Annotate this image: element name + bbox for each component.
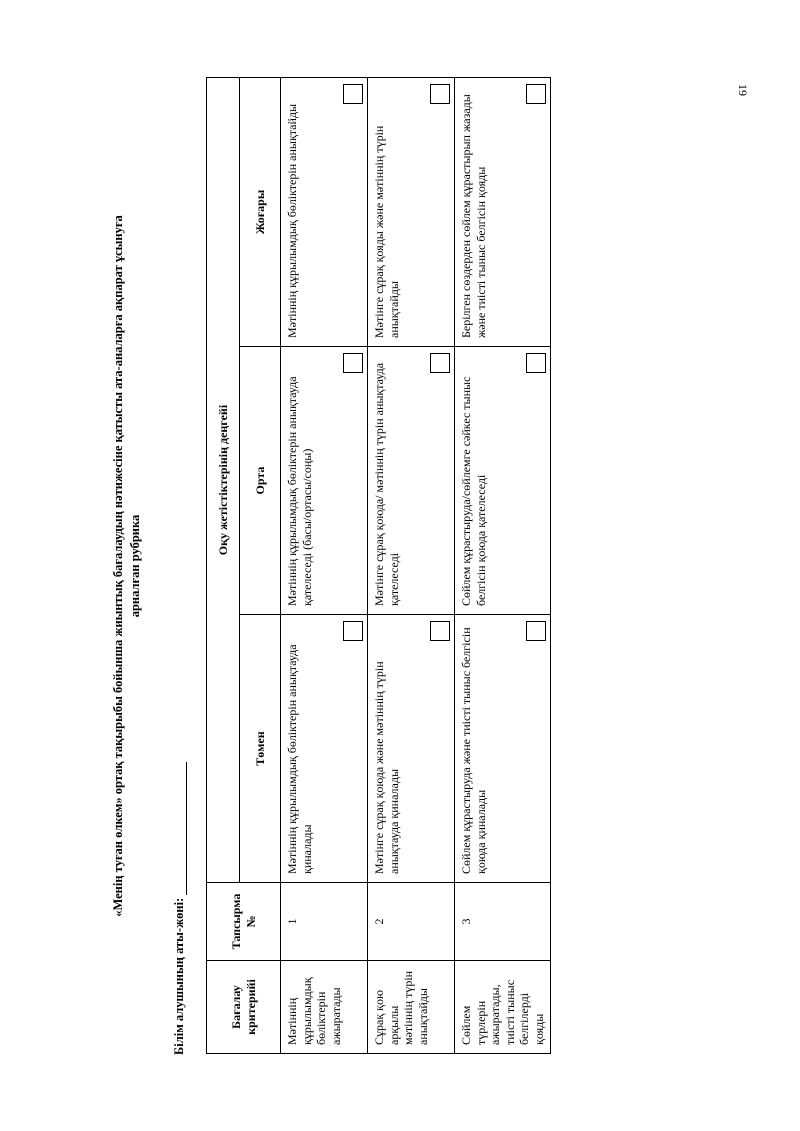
rubric-table — [206, 77, 551, 1054]
mid-level-cell: Сөйлем құрастыруда/сөйлемге сәйкес тыныс белгісін қоюда қателеседі — [455, 347, 551, 615]
criteria-cell: Мәтіннің құрылымдық бөліктерін ажыратады — [281, 961, 368, 1054]
criteria-cell: Сұрақ қою арқылы мәтіннің түрін анықтайды — [368, 961, 455, 1054]
header-levels: Оқу жетістіктерінің деңгейі — [207, 78, 240, 883]
low-level-checkbox[interactable] — [430, 621, 450, 641]
high-level-cell: Мәтіннің құрылымдық бөліктерін анықтайды — [281, 78, 368, 347]
high-level-checkbox[interactable] — [430, 84, 450, 104]
header-criteria: Бағалау критерийі — [207, 961, 281, 1054]
low-level-checkbox[interactable] — [343, 621, 363, 641]
criteria-cell: Сөйлем түрлерін ажыратады, тиісті тыныс белгілерді қояды — [455, 961, 551, 1054]
table-row — [455, 78, 551, 1054]
mid-level-checkbox[interactable] — [430, 353, 450, 373]
high-level-checkbox[interactable] — [526, 84, 546, 104]
student-name-label: Білім алушының аты-жөні: — [172, 897, 186, 1055]
page-number: 19 — [736, 84, 751, 96]
mid-level-cell: Мәтіннің құрылымдық бөліктерін анықтауда қателеседі (басы/ортасы/соңы) — [281, 347, 368, 615]
mid-level-checkbox[interactable] — [526, 353, 546, 373]
mid-level-checkbox[interactable] — [343, 353, 363, 373]
low-level-checkbox[interactable] — [526, 621, 546, 641]
header-high: Жоғары — [240, 78, 281, 347]
high-level-checkbox[interactable] — [343, 84, 363, 104]
mid-level-cell: Мәтінге сұрақ қоюда/ мәтіннің түрін анықтауда қателеседі — [368, 347, 455, 615]
title-line-2: арналған рубрика — [128, 514, 142, 618]
header-low: Төмен — [240, 615, 281, 883]
table-row — [368, 78, 455, 1054]
title-line-1: «Менің туған өлкем» ортақ тақырыбы бойынша жиынтық бағалаудың нәтижесіне қатысты ата-аналарға ақпарат ұсынуға — [111, 215, 125, 917]
header-mid: Орта — [240, 347, 281, 615]
table-row — [281, 78, 368, 1054]
task-number-cell: 3 — [455, 883, 551, 961]
page-title — [110, 76, 144, 1056]
student-name-blank[interactable] — [175, 762, 187, 895]
header-task-number: Тапсырма № — [207, 883, 281, 961]
task-number-cell: 2 — [368, 883, 455, 961]
high-level-cell: Берілген сөздерден сөйлем құрастырып жазады және тиісті тыныс белгісін қояды — [455, 78, 551, 347]
low-level-cell: Мәтіннің құрылымдық бөліктерін анықтауда қиналады — [281, 615, 368, 883]
task-number-cell: 1 — [281, 883, 368, 961]
high-level-cell: Мәтінге сұрақ қояды және мәтіннің түрін анықтайды — [368, 78, 455, 347]
low-level-cell: Мәтінге сұрақ қоюда және мәтіннің түрін анықтауда қиналады — [368, 615, 455, 883]
low-level-cell: Сөйлем құрастыруда және тиісті тыныс белгісін қоюда қиналады — [455, 615, 551, 883]
student-name-field[interactable] — [172, 762, 187, 1055]
